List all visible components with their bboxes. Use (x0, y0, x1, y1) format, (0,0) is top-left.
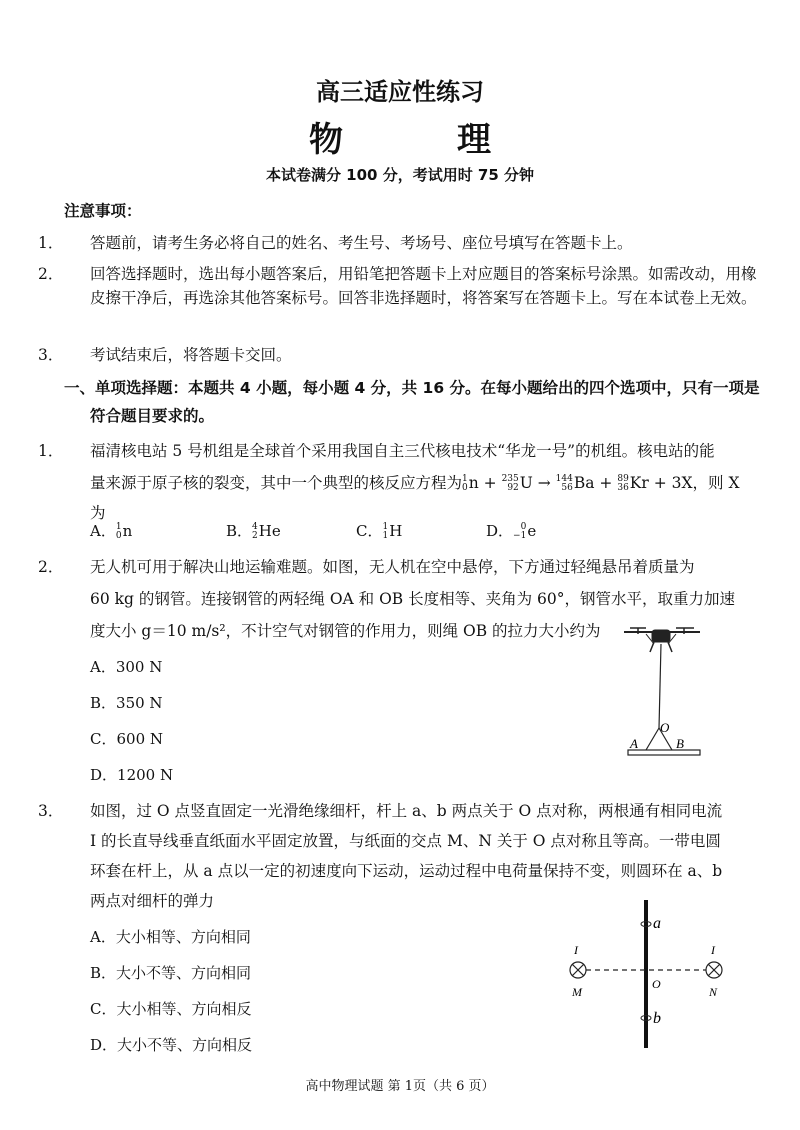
rope-oa (646, 728, 659, 750)
label-b: B (676, 736, 684, 751)
q1-option-a: A． 1 0 n (90, 522, 133, 541)
notice-item-1: 1． 答题前，请考生务必将自己的姓名、考生号、考场号、座位号填写在答题卡上。 (38, 234, 633, 252)
label-a: a (653, 915, 661, 932)
q2-option-b: B．350 N (90, 694, 163, 712)
q2-option-a: A．300 N (90, 658, 163, 676)
notice-item-2: 2． 回答选择题时，选出每小题答案后，用铅笔把答题卡上对应题目的答案标号涂黑。如需改动，用橡皮擦干净后，再选涂其他答案标号。回答非选择题时，将答案写在答题卡上。写在本试卷上无效。 (38, 265, 757, 307)
subject-title: 物 理 (309, 120, 531, 160)
label-o: O (660, 720, 670, 735)
wire-n-icon (706, 962, 722, 978)
wire-m-icon (570, 962, 586, 978)
question-3: 3． 如图，过 O 点竖直固定一光滑绝缘细杆，杆上 a、b 两点关于 O 点对称，两根通有相同电流 (38, 802, 723, 820)
q1-option-c: C． 1 1 H (356, 522, 403, 541)
label-i-left: I (574, 943, 578, 957)
question-3-line-3: 环套在杆上，从 a 点以一定的初速度向下运动，运动过程中电荷量保持不变，则圆环在 a、b (90, 862, 723, 880)
question-3-line-4: 两点对细杆的弹力 (90, 892, 215, 910)
exam-info: 本试卷满分 100 分，考试用时 75 分钟 (265, 166, 535, 184)
steel-pipe (628, 750, 700, 755)
question-2: 2． 无人机可用于解决山地运输难题。如图，无人机在空中悬停，下方通过轻绳悬吊着质量为 (38, 558, 695, 576)
section-1-heading: 一、单项选择题：本题共 4 小题，每小题 4 分，共 16 分。在每小题给出的四个选项中，只有一项是符合题目要求的。 (64, 379, 760, 425)
notice-heading: 注意事项： (64, 202, 142, 220)
label-a: A (630, 736, 638, 751)
q3-option-c: C．大小相等、方向相反 (90, 1000, 252, 1018)
label-i-right: I (711, 943, 715, 957)
q2-option-c: C．600 N (90, 730, 164, 748)
suspension-rope (659, 644, 661, 728)
question-1-equation-line: 量来源于原子核的裂变，其中一个典型的核反应方程为 1 0 n + 235 92 U → 144 56 Ba + 89 36 Kr + 3X，则 X 为 (90, 474, 740, 522)
exam-title: 高三适应性练习 (316, 78, 484, 106)
notice-item-3: 3． 考试结束后，将答题卡交回。 (38, 346, 292, 364)
question-1: 1． 福清核电站 5 号机组是全球首个采用我国自主三代核电技术“华龙一号”的机组。核电站的能 (38, 442, 715, 460)
page-footer: 高中物理试题 第 1页（共 6 页） (305, 1079, 495, 1094)
q1-option-b: B． 4 2 He (226, 522, 281, 541)
label-o: O (652, 977, 661, 991)
question-2-line-3: 度大小 g＝10 m/s²，不计空气对钢管的作用力，则绳 OB 的拉力大小约为 (90, 622, 601, 640)
rod-wires-figure (560, 898, 740, 1053)
q3-option-d: D．大小不等、方向相反 (90, 1036, 253, 1054)
q1-option-d: D． 0 −1 e (486, 522, 537, 541)
question-2-line-2: 60 kg 的钢管。连接钢管的两轻绳 OA 和 OB 长度相等、夹角为 60°，钢管水平，取重力加速 (90, 590, 736, 608)
drone-icon (624, 628, 700, 652)
label-n: N (709, 985, 718, 999)
label-m: M (572, 985, 582, 999)
q3-option-a: A．大小相等、方向相同 (90, 928, 251, 946)
question-3-line-2: I 的长直导线垂直纸面水平固定放置，与纸面的交点 M、N 关于 O 点对称且等高。一带电圆 (90, 832, 721, 850)
q3-option-b: B．大小不等、方向相同 (90, 964, 252, 982)
drone-figure (610, 620, 730, 770)
nuclear-equation: 1 0 n + 235 92 U → 144 56 Ba + 89 36 Kr + 3X (462, 474, 693, 493)
label-b: b (653, 1010, 661, 1027)
q2-option-d: D．1200 N (90, 766, 174, 784)
